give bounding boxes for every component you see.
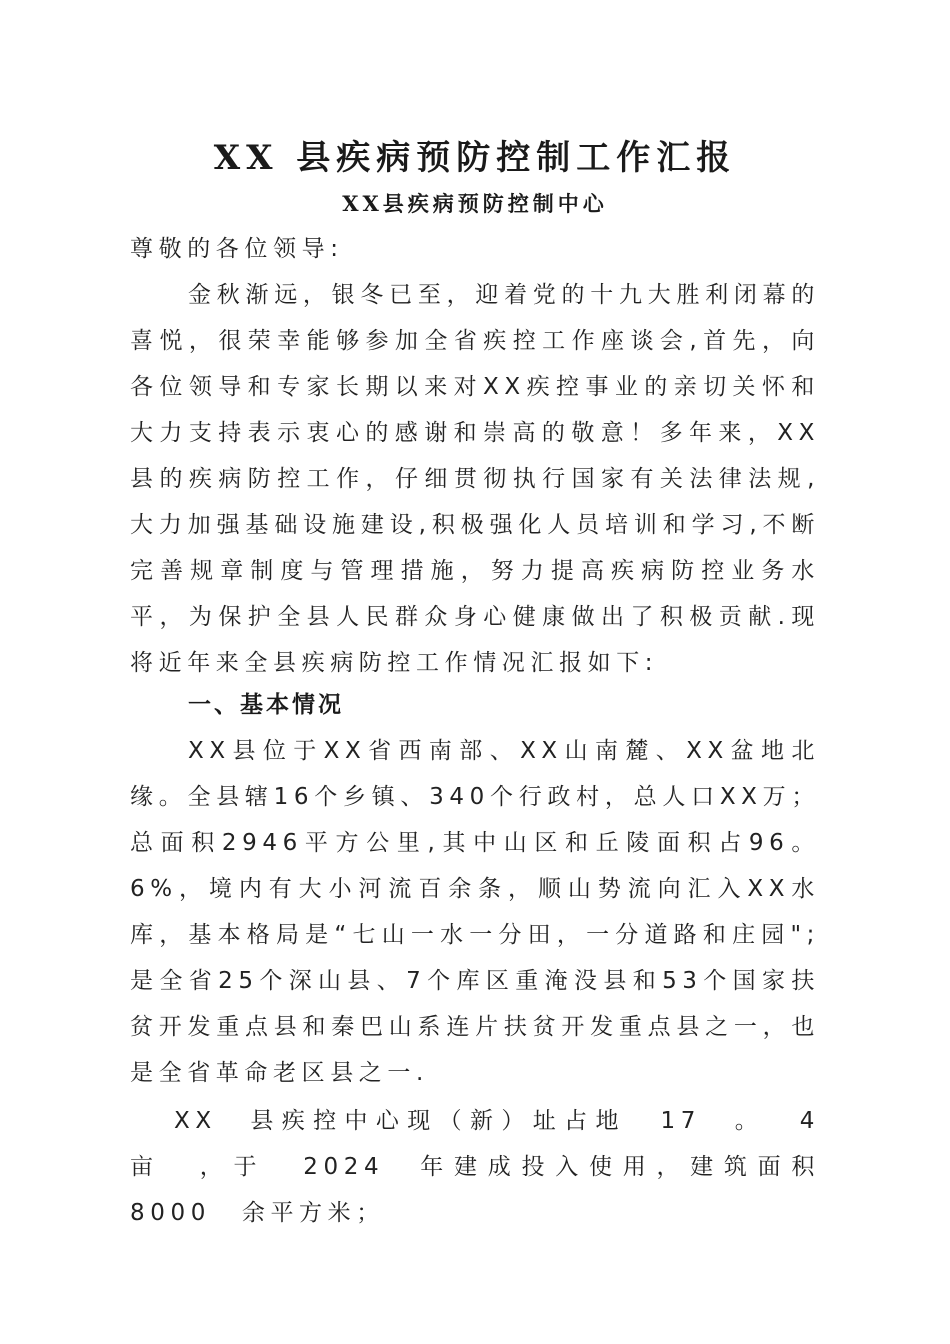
section-heading: 一、基本情况 xyxy=(188,692,344,718)
section-paragraph: XX县位于XX省西南部、XX山南麓、XX盆地北缘。全县辖16个乡镇、340个行政村，总人口XX万；总面积2946平方公里,其中山区和丘陵面积占96。6%，境内有大小河流百余条，顺山势流向汇入XX水库，基本格局是“七山一水一分田，一分道路和庄园";是全省25个深山县、7个库区重淹没县和53个国家扶贫开发重点县和秦巴山系连片扶贫开发重点县之一，也是全省革命老区县之一. xyxy=(130,738,820,1086)
section-paragraph: XX 县疾控中心现（新）址占地 17 。 4 亩 ，于 2024 年建成投入使用，建筑面积 8000 余平方米； xyxy=(130,1108,820,1226)
document-subtitle: XX县疾病预防控制中心 xyxy=(342,191,608,216)
document-title: XX 县疾病预防控制工作汇报 xyxy=(213,138,737,178)
salutation: 尊敬的各位领导: xyxy=(130,236,344,262)
intro-paragraph: 金秋渐远，银冬已至，迎着党的十九大胜利闭幕的喜悦，很荣幸能够参加全省疾控工作座谈会,首先，向各位领导和专家长期以来对XX疾控事业的亲切关怀和大力支持表示衷心的感谢和崇高的敬意！多年来，XX县的疾病防控工作，仔细贯彻执行国家有关法律法规,大力加强基础设施建设,积极强化人员培训和学习,不断完善规章制度与管理措施，努力提高疾病防控业务水平，为保护全县人民群众身心健康做出了积极贡献.现将近年来全县疾病防控工作情况汇报如下: xyxy=(130,282,820,676)
